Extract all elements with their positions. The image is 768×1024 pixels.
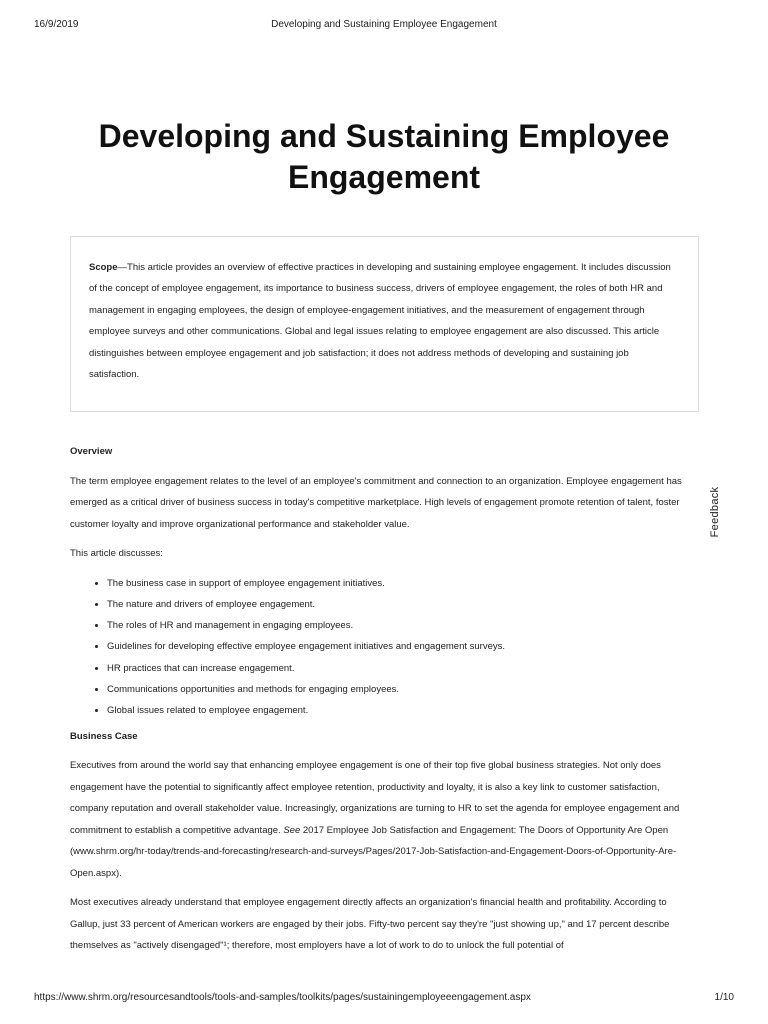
list-item: Guidelines for developing effective employee engagement initiatives and engagement surveys. — [107, 636, 698, 657]
topics-list — [70, 573, 698, 722]
list-item: The roles of HR and management in engaging employees. — [107, 615, 698, 636]
print-url[interactable]: https://www.shrm.org/resourcesandtools/tools-and-samples/toolkits/pages/sustainingemployeeengagement.aspx — [34, 992, 531, 1003]
article-body — [70, 441, 698, 965]
list-item: Global issues related to employee engagement. — [107, 700, 698, 721]
business-case-link-text[interactable]: 2017 Employee Job Satisfaction and Engagement: The Doors of Opportunity Are Open (www.shrm.org/hr-today/trends-and-forecasting/research-and-surveys/Pages/2017-Job-Satisfaction-and-Engagement-Doors-of-Opportunity-Are-Open.aspx). — [70, 824, 677, 879]
print-footer — [34, 992, 734, 1006]
business-case-paragraph-1 — [70, 755, 698, 884]
business-case-text-a: Executives from around the world say that enhancing employee engagement is one of their top five global business strategies. Not only does engagement have the potential to significantly affect employee retention, productivity and loyalty, it is also a key link to customer satisfaction, company reputation and overall stakeholder value. Increasingly, organizations are turning to HR to set the agenda for employee engagement and commitment to establish a competitive advantage. — [70, 760, 680, 836]
scope-box — [70, 236, 699, 412]
print-doc-title: Developing and Sustaining Employee Engagement — [271, 19, 497, 30]
overview-intro: This article discusses: — [70, 548, 163, 559]
overview-heading: Overview — [70, 446, 113, 457]
business-case-paragraph-2: Most executives already understand that employee engagement directly affects an organization's financial health and profitability. According to Gallup, just 33 percent of American workers are engaged by their jobs. Fifty-two percent say they're "just showing up," and 17 percent describe themselves as "actively disengaged"¹; therefore, most employers have a lot of work to do to unlock the full potential of — [70, 897, 670, 952]
list-item: Communications opportunities and methods for engaging employees. — [107, 679, 698, 700]
feedback-label: Feedback — [709, 486, 721, 538]
list-item: The nature and drivers of employee engagement. — [107, 594, 698, 615]
feedback-button[interactable] — [701, 482, 729, 542]
see-reference: See — [283, 824, 301, 836]
print-date: 16/9/2019 — [34, 19, 79, 30]
list-item: The business case in support of employee engagement initiatives. — [107, 573, 698, 594]
business-case-heading: Business Case — [70, 730, 138, 742]
overview-paragraph: The term employee engagement relates to the level of an employee's commitment and connection to an organization. Employee engagement has emerged as a critical driver of business success in today's competitive marketplace. High levels of engagement promote retention of talent, foster customer loyalty and improve organizational performance and stakeholder value. — [70, 475, 682, 530]
page-number: 1/10 — [714, 992, 734, 1003]
page-title: Developing and Sustaining Employee Engagement — [98, 118, 670, 195]
scope-text: —This article provides an overview of effective practices in developing and sustaining employee engagement. It includes discussion of the concept of employee engagement, its importance to business success, drivers of employee engagement, the roles of both HR and management in engaging employees, the design of employee-engagement initiatives, and the measurement of engagement through employee surveys and other communications. Global and legal issues relating to employee engagement are also discussed. This article distinguishes between employee engagement and job satisfaction; it does not address methods of developing and sustaining job satisfaction. — [89, 262, 671, 381]
scope-label: Scope — [89, 262, 118, 273]
list-item: HR practices that can increase engagement. — [107, 658, 698, 679]
print-header — [34, 19, 734, 33]
